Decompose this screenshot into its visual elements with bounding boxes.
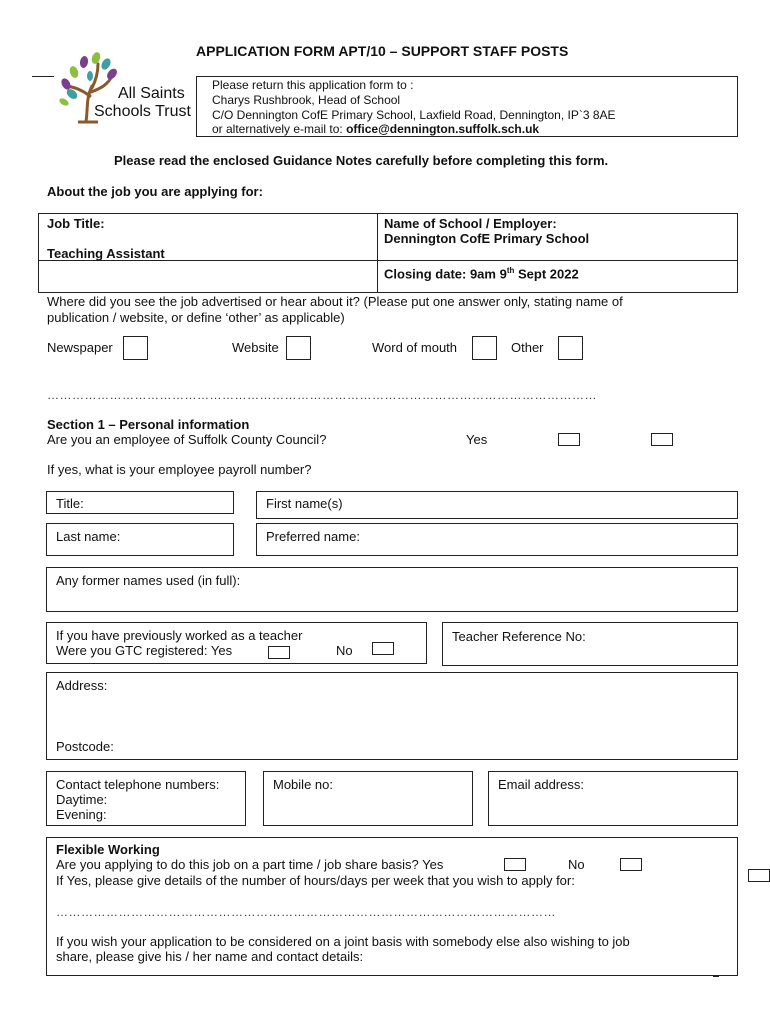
teacher-gtc-line1: If you have previously worked as a teacher bbox=[56, 628, 303, 643]
return-line4 bbox=[212, 122, 539, 137]
about-job-heading: About the job you are applying for: bbox=[47, 184, 263, 199]
option-other-label: Other bbox=[511, 340, 544, 355]
joint-application-line1: If you wish your application to be considered on a joint basis with somebody else also wishing to job bbox=[56, 934, 630, 949]
gtc-no-label: No bbox=[336, 643, 353, 658]
closing-date-sup: th bbox=[506, 266, 515, 275]
flexible-heading: Flexible Working bbox=[56, 842, 160, 857]
teacher-gtc-line2: Were you GTC registered: Yes bbox=[56, 643, 233, 658]
gtc-no-checkbox[interactable] bbox=[372, 642, 394, 655]
school-label: Name of School / Employer: bbox=[384, 216, 557, 231]
first-name-field-label: First name(s) bbox=[266, 496, 343, 511]
option-other-checkbox[interactable] bbox=[558, 336, 583, 360]
former-names-field-label: Any former names used (in full): bbox=[56, 573, 241, 588]
section1-heading: Section 1 – Personal information bbox=[47, 417, 250, 432]
closing-date-suffix: Sept 2022 bbox=[514, 266, 579, 282]
payroll-question: If yes, what is your employee payroll number? bbox=[47, 462, 312, 477]
flexible-yes-checkbox[interactable] bbox=[504, 858, 526, 871]
flexible-no-label: No bbox=[568, 857, 585, 872]
return-line3: C/O Dennington CofE Primary School, Laxfield Road, Dennington, IP`3 8AE bbox=[212, 108, 616, 122]
guidance-note: Please read the enclosed Guidance Notes carefully before completing this form. bbox=[114, 153, 609, 168]
address-left-rule bbox=[196, 76, 197, 137]
email-label: Email address: bbox=[498, 777, 584, 792]
all-saints-logo bbox=[52, 50, 194, 124]
return-line2: Charys Rushbrook, Head of School bbox=[212, 93, 401, 107]
return-line1: Please return this application form to : bbox=[212, 78, 414, 92]
title-field-label: Title: bbox=[56, 496, 84, 511]
job-table-vline bbox=[377, 213, 378, 293]
option-word-of-mouth-label: Word of mouth bbox=[372, 340, 458, 355]
stray-checkbox[interactable] bbox=[748, 869, 770, 882]
employee-no-checkbox[interactable] bbox=[651, 433, 673, 446]
flexible-no-checkbox[interactable] bbox=[620, 858, 642, 871]
mobile-label: Mobile no: bbox=[273, 777, 333, 792]
option-website-checkbox[interactable] bbox=[286, 336, 311, 360]
employee-question: Are you an employee of Suffolk County Council? bbox=[47, 432, 327, 447]
option-newspaper-checkbox[interactable] bbox=[123, 336, 148, 360]
return-email-prefix: or alternatively e-mail to: bbox=[212, 122, 343, 136]
last-name-field-label: Last name: bbox=[56, 529, 121, 544]
advert-question-line2: publication / website, or define ‘other’ as applicable) bbox=[47, 310, 345, 325]
postcode-label: Postcode: bbox=[56, 739, 114, 754]
employee-yes-checkbox[interactable] bbox=[558, 433, 580, 446]
logo-text-line1: All Saints bbox=[118, 85, 185, 102]
teacher-ref-label: Teacher Reference No: bbox=[452, 629, 586, 644]
logo-text-line2: Schools Trust bbox=[94, 103, 191, 120]
advert-question-line1: Where did you see the job advertised or hear about it? (Please put one answer only, stating name of bbox=[47, 294, 623, 309]
job-title-value[interactable]: Teaching Assistant bbox=[47, 246, 165, 261]
contact-phone-line1: Contact telephone numbers: bbox=[56, 777, 220, 792]
preferred-name-field-label: Preferred name: bbox=[266, 529, 360, 544]
return-email-link[interactable]: office@dennington.suffolk.sch.uk bbox=[346, 122, 540, 136]
closing-date bbox=[384, 263, 579, 281]
address-field[interactable] bbox=[46, 672, 738, 760]
option-newspaper-label: Newspaper bbox=[47, 340, 113, 355]
logo-underline bbox=[32, 76, 54, 77]
option-word-of-mouth-checkbox[interactable] bbox=[472, 336, 497, 360]
contact-phone-evening: Evening: bbox=[56, 807, 107, 822]
school-value[interactable]: Dennington CofE Primary School bbox=[384, 231, 590, 246]
closing-date-prefix: Closing date: 9am 9 bbox=[384, 266, 507, 282]
employee-yes-label: Yes bbox=[466, 432, 488, 447]
joint-application-line2: share, please give his / her name and contact details: bbox=[56, 949, 364, 964]
contact-phone-daytime: Daytime: bbox=[56, 792, 108, 807]
advert-other-dotted-line[interactable]: …………………………………………………………………………………………………………………… bbox=[47, 388, 597, 402]
address-label: Address: bbox=[56, 678, 108, 693]
flexible-details: If Yes, please give details of the number of hours/days per week that you wish to apply for: bbox=[56, 873, 575, 888]
job-title-label: Job Title: bbox=[47, 216, 105, 231]
form-title: APPLICATION FORM APT/10 – SUPPORT STAFF POSTS bbox=[196, 43, 569, 59]
page-corner-mark bbox=[713, 976, 719, 977]
option-website-label: Website bbox=[232, 340, 279, 355]
gtc-yes-checkbox[interactable] bbox=[268, 646, 290, 659]
flexible-question: Are you applying to do this job on a part time / job share basis? Yes bbox=[56, 857, 444, 872]
flexible-dotted-line[interactable]: ………………………………………………………………………………………………………… bbox=[56, 905, 556, 919]
